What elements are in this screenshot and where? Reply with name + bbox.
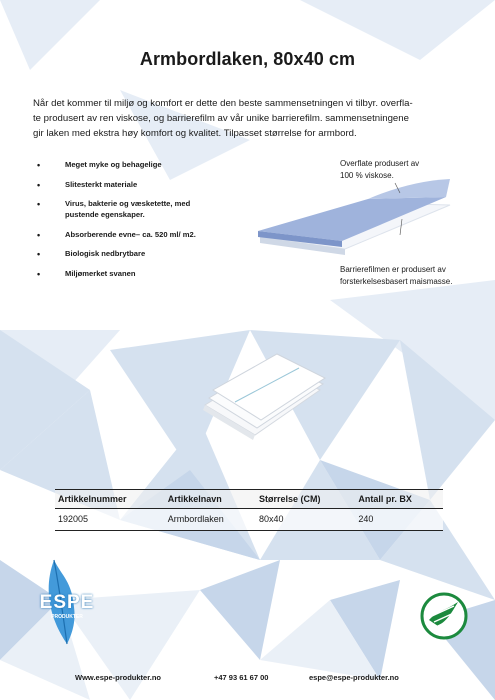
caption-line: Overflate produsert av	[340, 159, 420, 168]
page-title: Armbordlaken, 80x40 cm	[139, 49, 356, 69]
feature-text: Virus, bakterie og væsketette, med	[65, 199, 191, 209]
intro-line: gir laken med ekstra høy komfort og kvalitet. Tilpasset størrelse for armbord.	[33, 128, 357, 139]
folded-sheets-photo	[195, 350, 330, 445]
intro-line: te produsert av ren viskose, og barrierefilm av vår unike barrierefilm. sammensetningene	[33, 113, 409, 124]
feature-item: • Meget myke og behagelige	[30, 160, 230, 171]
footer-phone[interactable]: +47 93 61 67 00	[214, 673, 269, 682]
table-cell: Armbordlaken	[165, 509, 256, 531]
intro-line: Når det kommer til miljø og komfort er dette den beste sammensetningen vi tilbyr. overfla-	[33, 98, 413, 109]
table-cell: 240	[355, 509, 443, 531]
logo-subtitle: PRODUKTER	[51, 614, 83, 620]
table-header-row	[55, 490, 443, 509]
caption-line: 100 % viskose.	[340, 170, 394, 180]
caption-line: forsterkelsesbasert maismasse.	[340, 276, 453, 286]
intro-paragraph	[33, 96, 465, 141]
product-table	[55, 489, 443, 531]
column-header: Antall pr. BX	[355, 490, 443, 509]
logo-wordmark: ESPE	[39, 592, 95, 613]
feature-item: • Absorberende evne– ca. 520 ml/ m2.	[30, 230, 230, 241]
column-header: Artikkelnummer	[55, 490, 165, 509]
column-header: Artikkelnavn	[165, 490, 256, 509]
footer-website-link[interactable]: Www.espe-produkter.no	[75, 673, 161, 682]
nordic-swan-ecolabel-icon	[420, 590, 468, 642]
feature-text: pustende egenskaper.	[65, 209, 145, 219]
feature-list	[30, 160, 230, 289]
table-row	[55, 509, 443, 531]
feature-item	[30, 199, 230, 220]
feature-item: • Biologisk nedbrytbare	[30, 249, 230, 260]
espe-logo	[32, 552, 102, 647]
footer-email-link[interactable]: espe@espe-produkter.no	[309, 673, 399, 682]
caption-line: Barrierefilmen er produsert av	[340, 265, 446, 274]
table-cell: 192005	[55, 509, 165, 531]
table-cell: 80x40	[256, 509, 355, 531]
bottom-layer-caption	[340, 264, 490, 287]
feature-item: • Slitesterkt materiale	[30, 180, 230, 191]
sheet-layers-illustration	[250, 175, 465, 270]
column-header: Størrelse (CM)	[256, 490, 355, 509]
top-layer-caption	[340, 158, 470, 181]
feature-item: • Miljømerket svanen	[30, 269, 230, 280]
